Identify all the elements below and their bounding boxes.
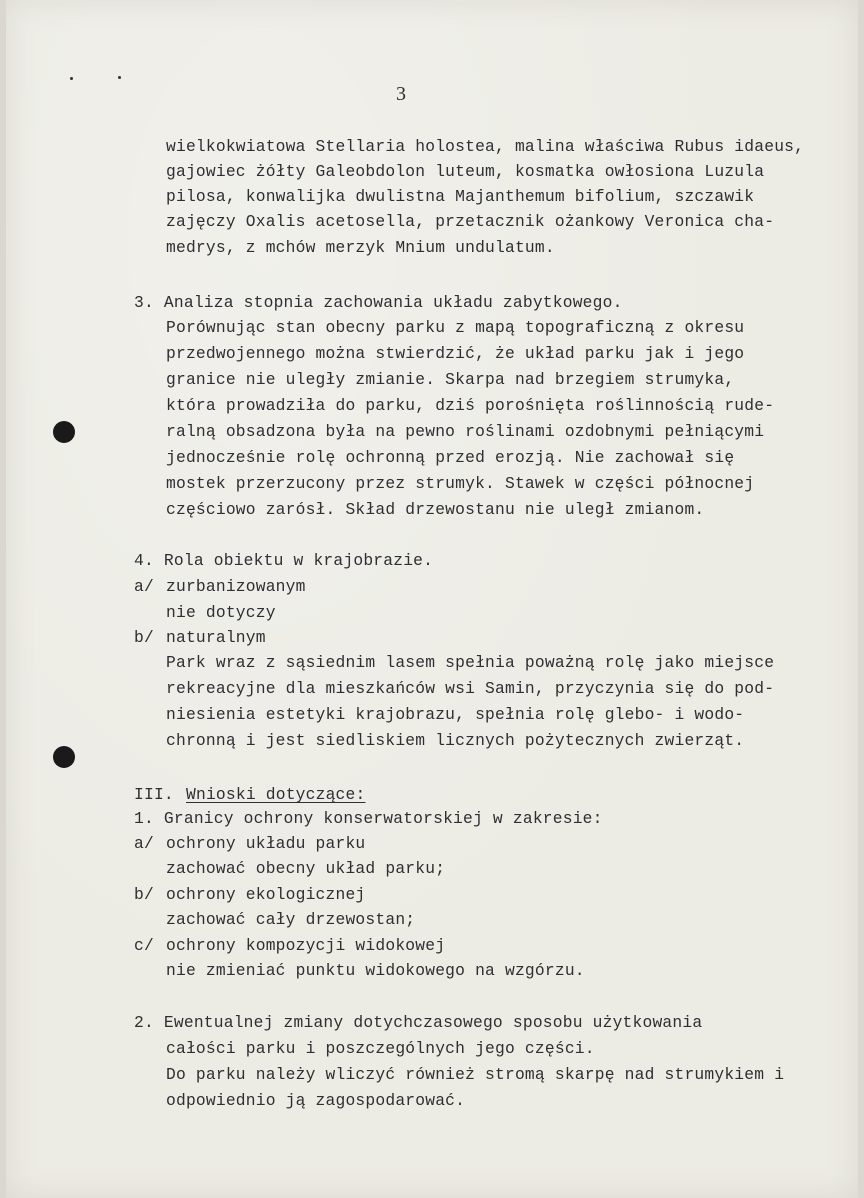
list-marker: a/ [134,577,154,596]
paragraph-line: rekreacyjne dla mieszkańców wsi Samin, przyczynia się do pod- [166,679,775,698]
list-item-title: zurbanizowanym [166,577,306,596]
list-item-title: naturalnym [166,628,266,647]
list-item: 2. Ewentualnej zmiany dotychczasowego sposobu użytkowania [134,1013,703,1032]
paragraph-line: medrys, z mchów merzyk Mnium undulatum. [166,238,555,257]
document-page [6,0,858,1198]
section-3-heading: 3. Analiza stopnia zachowania układu zabytkowego. [134,293,623,312]
paragraph-line: granice nie uległy zmianie. Skarpa nad brzegiem strumyka, [166,370,735,389]
paragraph-line: wielkokwiatowa Stellaria holostea, malina właściwa Rubus idaeus, [166,137,805,156]
ink-speck [118,76,121,79]
paragraph-line: chronną i jest siedliskiem licznych pożytecznych zwierząt. [166,731,745,750]
list-marker: b/ [134,628,154,647]
list-item-text: nie zmieniać punktu widokowego na wzgórzu. [166,961,585,980]
paragraph-line: zajęczy Oxalis acetosella, przetacznik ożankowy Veronica cha- [166,212,775,231]
section-III-prefix: III. [134,785,174,804]
paragraph-line: Park wraz z sąsiednim lasem spełnia poważną rolę jako miejsce [166,653,775,672]
list-item-text: nie dotyczy [166,603,276,622]
punch-hole [53,746,75,768]
list-marker: c/ [134,936,154,955]
list-item: 1. Granicy ochrony konserwatorskiej w zakresie: [134,809,603,828]
paragraph-line: częściowo zarósł. Skład drzewostanu nie uległ zmianom. [166,500,705,519]
list-item-text: zachować obecny układ parku; [166,859,446,878]
list-item-title: ochrony kompozycji widokowej [166,936,446,955]
punch-hole [53,421,75,443]
list-item-text: zachować cały drzewostan; [166,910,416,929]
paragraph-line: która prowadziła do parku, dziś porośnięta roślinnością rude- [166,396,775,415]
paragraph-line: jednocześnie rolę ochronną przed erozją. Nie zachował się [166,448,735,467]
section-III-heading: Wnioski dotyczące: [186,785,366,804]
page-number: 3 [396,83,407,105]
paragraph-line: odpowiednio ją zagospodarować. [166,1091,466,1110]
paragraph-line: całości parku i poszczególnych jego części. [166,1039,595,1058]
paragraph-line: przedwojennego można stwierdzić, że układ parku jak i jego [166,344,745,363]
list-item-title: ochrony układu parku [166,834,366,853]
paragraph-line: pilosa, konwalijka dwulistna Majanthemum bifolium, szczawik [166,187,755,206]
section-4-heading: 4. Rola obiektu w krajobrazie. [134,551,434,570]
list-item-title: ochrony ekologicznej [166,885,366,904]
paragraph-line: gajowiec żółty Galeobdolon luteum, kosmatka owłosiona Luzula [166,162,765,181]
list-marker: b/ [134,885,154,904]
paragraph-line: Porównując stan obecny parku z mapą topograficzną z okresu [166,318,745,337]
paragraph-line: Do parku należy wliczyć również stromą skarpę nad strumykiem i [166,1065,785,1084]
paragraph-line: ralną obsadzona była na pewno roślinami ozdobnymi pełniącymi [166,422,765,441]
list-marker: a/ [134,834,154,853]
ink-speck [70,77,73,80]
paragraph-line: niesienia estetyki krajobrazu, spełnia rolę glebo- i wodo- [166,705,745,724]
paragraph-line: mostek przerzucony przez strumyk. Stawek w części północnej [166,474,755,493]
